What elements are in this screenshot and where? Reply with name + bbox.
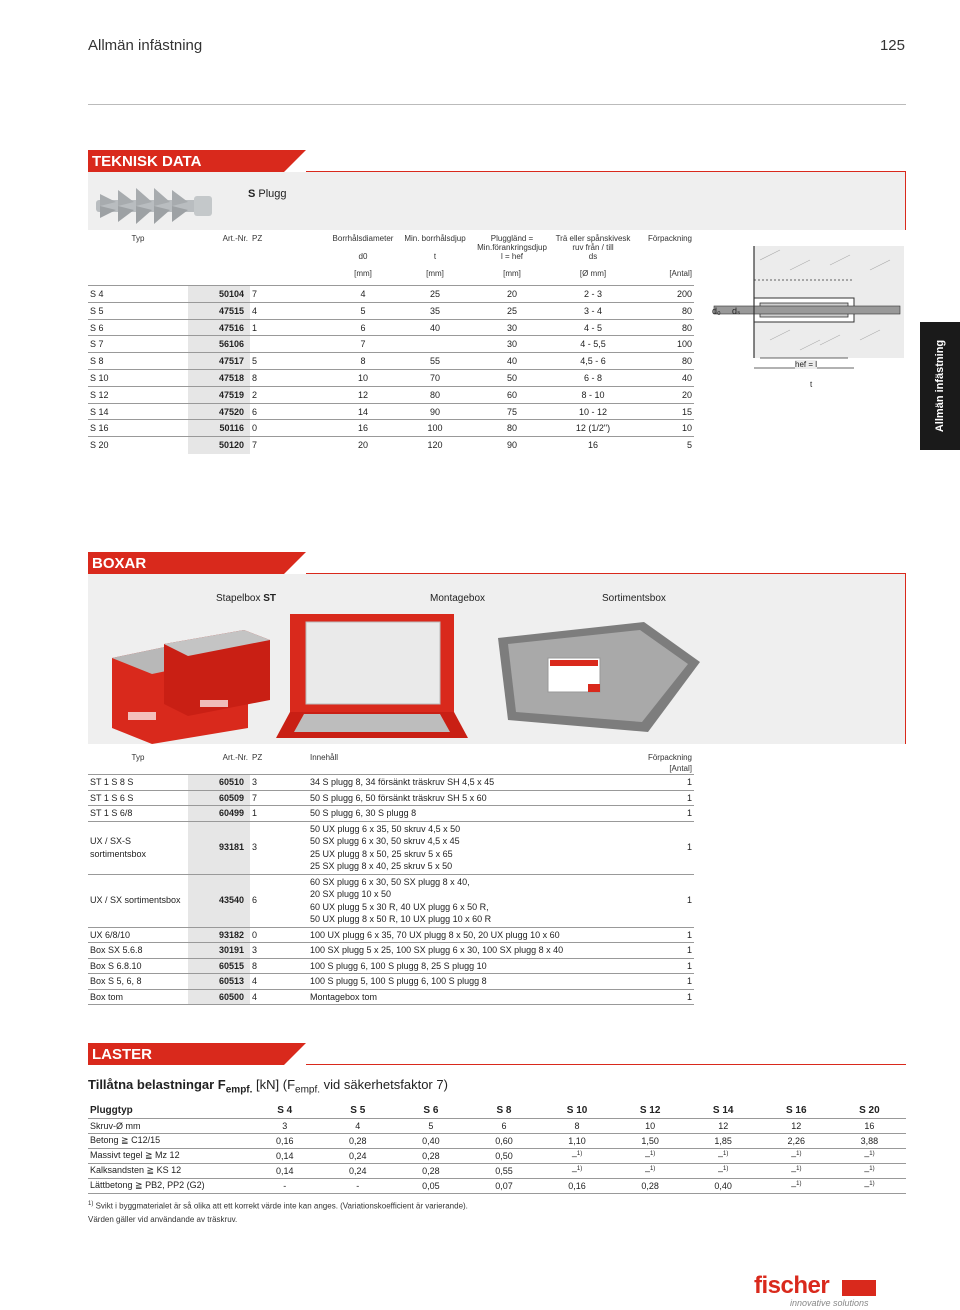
table-row [88, 806, 694, 822]
table-cell: –$^{1)}$ [541, 1163, 614, 1178]
col-header: S 14 [712, 1104, 734, 1116]
table-cell: 50 UX plugg 6 x 35, 50 skruv 4,5 x 50 50 SX plugg 6 x 30, 50 skruv 4,5 x 45 25 UX plugg 8 x 50, 25 skruv 5 x 65 25 SX plugg 8 x 40, 25 skruv 5 x 50 [308, 821, 634, 874]
stapelbox-image [112, 630, 270, 744]
table-cell: 14 [328, 403, 398, 420]
table-cell: 3 [250, 775, 308, 791]
col-header: S 12 [639, 1104, 661, 1116]
table-cell: 1 [250, 319, 328, 336]
boxes-table [88, 752, 694, 1005]
table-cell: 50116 [188, 420, 250, 437]
table-cell: 20 [328, 437, 398, 454]
installation-diagram [710, 240, 906, 400]
table-cell: 3,88 [833, 1133, 906, 1148]
table-cell: 4 [250, 302, 328, 319]
table-cell: –$^{1)}$ [687, 1148, 760, 1163]
table-cell: 80 [634, 353, 694, 370]
table-cell: 3 [250, 821, 308, 874]
table-row [88, 319, 694, 336]
table-cell: Box SX 5.6.8 [88, 943, 188, 959]
table-row [88, 927, 694, 943]
table-cell: 6 [467, 1118, 540, 1133]
table-cell: 60 [472, 386, 552, 403]
table-cell: 50 S plugg 6, 50 försänkt träskruv SH 5 x 60 [308, 790, 634, 806]
table-cell: 93182 [188, 927, 250, 943]
table-cell: 70 [398, 370, 472, 387]
table-row [88, 1118, 906, 1133]
table-cell: 47515 [188, 302, 250, 319]
diagram-label-d0: d₀ [712, 306, 721, 316]
table-cell: 8 - 10 [552, 386, 634, 403]
table-cell: 25 [398, 286, 472, 303]
table-cell: 1 [250, 806, 308, 822]
col-header: Art.-Nr. [222, 234, 248, 243]
header-rule [88, 104, 906, 105]
table-cell: ST 1 S 6/8 [88, 806, 188, 822]
montagebox-image [276, 614, 468, 738]
table-cell: 10 [614, 1118, 687, 1133]
table-cell: 12 [687, 1118, 760, 1133]
table-cell: Box S 5, 6, 8 [88, 974, 188, 990]
footnote-ref: 1) [869, 1150, 875, 1157]
table-cell: 4,5 - 6 [552, 353, 634, 370]
table-cell: S 20 [88, 437, 188, 454]
col-header: S 16 [785, 1104, 807, 1116]
table-cell: –$^{1)}$ [541, 1148, 614, 1163]
table-cell: 3 - 4 [552, 302, 634, 319]
table-cell: 16 [328, 420, 398, 437]
table-cell: 1,85 [687, 1133, 760, 1148]
table-row [88, 437, 694, 454]
technical-data-table [88, 234, 694, 454]
table-row [88, 420, 694, 437]
table-cell: –$^{1)}$ [760, 1163, 833, 1178]
brand-flag-icon [842, 1280, 876, 1296]
table-cell: –$^{1)}$ [614, 1163, 687, 1178]
table-cell: 50 [472, 370, 552, 387]
table-cell: 5 [394, 1118, 467, 1133]
table-cell: 20 [472, 286, 552, 303]
table-cell: 1 [634, 927, 694, 943]
table-cell: 0,50 [467, 1148, 540, 1163]
table-cell: Skruv-Ø mm [88, 1118, 248, 1133]
table-cell: UX / SX-S sortimentsbox [88, 821, 188, 874]
table-row [88, 302, 694, 319]
col-header: S 6 [423, 1104, 439, 1116]
table-row [88, 1178, 906, 1193]
footnote-ref: 1) [649, 1165, 656, 1172]
table-cell: 0,28 [394, 1163, 467, 1178]
table-cell: 1 [634, 806, 694, 822]
table-cell: Box tom [88, 989, 188, 1005]
table-cell: 0 [250, 420, 328, 437]
section-title: TEKNISK DATA [92, 153, 202, 170]
table-cell: 20 [634, 386, 694, 403]
table-header-row [88, 234, 694, 252]
col-header: Innehåll [310, 753, 339, 762]
table-cell: 60509 [188, 790, 250, 806]
table-cell: 60513 [188, 974, 250, 990]
section-bar-laster [88, 1043, 284, 1065]
table-cell: - [248, 1178, 321, 1193]
table-cell: 93181 [188, 821, 250, 874]
section-title: LASTER [92, 1046, 152, 1063]
table-cell: 0,14 [248, 1163, 321, 1178]
table-cell: 90 [398, 403, 472, 420]
table-row [88, 974, 694, 990]
table-cell: Kalksandsten ≧ KS 12 [88, 1163, 248, 1178]
table-cell: S 6 [88, 319, 188, 336]
table-cell: 4 [321, 1118, 394, 1133]
table-cell: Massivt tegel ≧ Mz 12 [88, 1148, 248, 1163]
table-cell: 30191 [188, 943, 250, 959]
table-row [88, 943, 694, 959]
table-cell: Montagebox tom [308, 989, 634, 1005]
table-cell: 6 [250, 874, 308, 927]
col-header: Trä eller spånskivesk ruv från / till [555, 234, 631, 252]
table-cell: 2 [250, 386, 328, 403]
table-cell: 0,24 [321, 1163, 394, 1178]
table-cell: 47518 [188, 370, 250, 387]
sortimentsbox-image [498, 622, 700, 732]
table-cell: 30 [472, 319, 552, 336]
table-cell: 47520 [188, 403, 250, 420]
table-cell: 100 [634, 336, 694, 353]
table-cell: 80 [398, 386, 472, 403]
table-cell: 60515 [188, 958, 250, 974]
footnote-ref: 1) [649, 1150, 656, 1157]
table-cell: 7 [328, 336, 398, 353]
table-cell: 4 [250, 974, 308, 990]
table-cell: 0 [250, 927, 308, 943]
table-cell: 0,16 [541, 1178, 614, 1193]
running-header-title: Allmän infästning [88, 37, 203, 54]
s-plug-image [90, 184, 216, 228]
table-cell: 4 [250, 989, 308, 1005]
table-cell: –$^{1)}$ [687, 1163, 760, 1178]
table-cell: 3 [250, 943, 308, 959]
table-cell: –$^{1)}$ [833, 1148, 906, 1163]
table-header-row [88, 1103, 906, 1118]
footnote-ref: 1) [869, 1180, 875, 1187]
col-header: PZ [252, 753, 263, 762]
table-cell: –$^{1)}$ [760, 1178, 833, 1193]
page-number: 125 [879, 37, 905, 54]
table-row [88, 1163, 906, 1178]
symbol-label: l = hef [500, 252, 523, 261]
table-cell: 100 S plugg 6, 100 S plugg 8, 25 S plugg 10 [308, 958, 634, 974]
symbol-label: d0 [358, 252, 368, 261]
table-cell: 0,24 [321, 1148, 394, 1163]
table-cell: - [321, 1178, 394, 1193]
diagram-label-hef: hef = l [795, 360, 818, 369]
symbol-label: ds [588, 252, 598, 261]
table-cell: 16 [833, 1118, 906, 1133]
table-cell: 1 [634, 775, 694, 791]
table-cell: 2 - 3 [552, 286, 634, 303]
table-cell: Betong ≧ C12/15 [88, 1133, 248, 1148]
unit-label: [Ø mm] [579, 268, 607, 278]
table-cell: S 5 [88, 302, 188, 319]
table-cell: S 10 [88, 370, 188, 387]
unit-label: [mm] [354, 268, 372, 278]
table-cell: 12 (1/2") [552, 420, 634, 437]
table-header-row [88, 752, 694, 763]
table-cell: 10 [328, 370, 398, 387]
table-cell: 1 [634, 974, 694, 990]
caption-stapelbox: Stapelbox ST [216, 593, 277, 604]
caption-sortimentsbox: Sortimentsbox [602, 593, 666, 604]
table-cell: 43540 [188, 874, 250, 927]
table-cell: 50 S plugg 6, 30 S plugg 8 [308, 806, 634, 822]
table-cell: 100 SX plugg 5 x 25, 100 SX plugg 6 x 30, 100 SX plugg 8 x 40 [308, 943, 634, 959]
table-row [88, 874, 694, 927]
table-row [88, 989, 694, 1005]
table-cell: 3 [248, 1118, 321, 1133]
table-cell: 0,07 [467, 1178, 540, 1193]
table-cell: 40 [472, 353, 552, 370]
col-header: PZ [252, 234, 263, 243]
table-cell: 80 [472, 420, 552, 437]
col-header: S 10 [566, 1104, 588, 1116]
table-cell: 50104 [188, 286, 250, 303]
table-cell: 6 [250, 403, 328, 420]
table-cell: 0,40 [687, 1178, 760, 1193]
section-rule [306, 1064, 906, 1065]
table-cell: 1 [634, 874, 694, 927]
table-cell: 1 [634, 821, 694, 874]
table-cell: 35 [398, 302, 472, 319]
table-cell: 1 [634, 989, 694, 1005]
table-cell: 4 [328, 286, 398, 303]
side-tab: Allmän infästning [920, 322, 960, 450]
table-cell: 200 [634, 286, 694, 303]
table-cell: 1,50 [614, 1133, 687, 1148]
boxes-photo [88, 608, 906, 744]
table-cell: 75 [472, 403, 552, 420]
table-cell: 0,14 [248, 1148, 321, 1163]
table-cell: 8 [328, 353, 398, 370]
table-cell: 47517 [188, 353, 250, 370]
table-cell: –$^{1)}$ [833, 1163, 906, 1178]
table-cell: 40 [634, 370, 694, 387]
table-cell: 8 [541, 1118, 614, 1133]
table-cell: 60500 [188, 989, 250, 1005]
table-cell: 0,16 [248, 1133, 321, 1148]
table-cell: Lättbetong ≧ PB2, PP2 (G2) [88, 1178, 248, 1193]
table-row [88, 403, 694, 420]
table-cell: S 16 [88, 420, 188, 437]
col-header: Borrhålsdiameter [332, 234, 394, 243]
col-header: Typ [131, 234, 145, 243]
footnote-ref: 1) [796, 1150, 802, 1157]
footnote-ref: 1) [576, 1150, 583, 1157]
symbol-label: t [433, 252, 437, 261]
table-cell: –$^{1)}$ [833, 1178, 906, 1193]
table-cell: 6 - 8 [552, 370, 634, 387]
unit-label: [mm] [503, 268, 521, 278]
col-header: Art.-Nr. [222, 753, 248, 762]
table-cell: 0,40 [394, 1133, 467, 1148]
col-header: S 4 [277, 1104, 293, 1116]
table-cell: 1 [634, 943, 694, 959]
table-cell: 90 [472, 437, 552, 454]
table-cell: S 7 [88, 336, 188, 353]
table-cell: 25 [472, 302, 552, 319]
table-cell: –$^{1)}$ [760, 1148, 833, 1163]
table-cell: 8 [250, 958, 308, 974]
table-cell: 100 UX plugg 6 x 35, 70 UX plugg 8 x 50, 20 UX plugg 10 x 60 [308, 927, 634, 943]
table-cell: 0,28 [394, 1148, 467, 1163]
table-cell: 60510 [188, 775, 250, 791]
footnote-1: $^{1)}$ Svikt i byggmaterialet är så olika att ett korrekt värde inte kan anges. (Variationskoefficient är varierande). [88, 1201, 468, 1211]
table-cell: 40 [398, 319, 472, 336]
section-title: BOXAR [92, 555, 147, 572]
table-cell: 0,28 [614, 1178, 687, 1193]
table-cell: –$^{1)}$ [614, 1148, 687, 1163]
table-cell: 50120 [188, 437, 250, 454]
table-cell: S 14 [88, 403, 188, 420]
section-bar-teknisk-data [88, 150, 284, 172]
table-cell [250, 336, 328, 353]
table-cell: 7 [250, 437, 328, 454]
footnote-ref: 1) [796, 1180, 802, 1187]
table-row [88, 286, 694, 303]
table-cell: 6 [328, 319, 398, 336]
table-cell: 60 SX plugg 6 x 30, 50 SX plugg 8 x 40, 20 SX plugg 10 x 50 60 UX plugg 5 x 30 R, 40 UX plugg 6 x 50 R, 50 UX plugg 8 x 50 R, 10 UX plugg 10 x 60 R [308, 874, 634, 927]
table-cell: 30 [472, 336, 552, 353]
brand-logo: fischer [754, 1272, 830, 1299]
table-cell: 100 S plugg 5, 100 S plugg 6, 100 S plugg 8 [308, 974, 634, 990]
table-cell: 56106 [188, 336, 250, 353]
table-cell: ST 1 S 8 S [88, 775, 188, 791]
footnote-ref: 1) [576, 1165, 583, 1172]
col-header: S 5 [350, 1104, 366, 1116]
product-name: S Plugg [248, 188, 287, 200]
table-cell: 55 [398, 353, 472, 370]
table-cell: UX 6/8/10 [88, 927, 188, 943]
table-cell: 16 [552, 437, 634, 454]
col-header: S 8 [496, 1104, 512, 1116]
table-row [88, 1133, 906, 1148]
table-row [88, 790, 694, 806]
laster-subtitle: Tillåtna belastningar $F_{empf.}$ [kN] ($F_{empf.}$ vid säkerhetsfaktor 7) [88, 1077, 448, 1096]
table-row [88, 370, 694, 387]
footnote-ref: 1) [723, 1150, 729, 1157]
table-cell: ST 1 S 6 S [88, 790, 188, 806]
table-cell: 15 [634, 403, 694, 420]
table-cell: 5 [634, 437, 694, 454]
col-header: Pluggtyp [90, 1104, 133, 1116]
table-cell: 100 [398, 420, 472, 437]
table-row [88, 353, 694, 370]
table-cell: S 4 [88, 286, 188, 303]
brand-tagline: innovative solutions [790, 1298, 869, 1308]
table-cell: 8 [250, 370, 328, 387]
diagram-label-ds: dₛ [732, 306, 741, 316]
footnote-ref: 1) [723, 1165, 729, 1172]
unit-label: [Antal] [669, 764, 692, 773]
table-cell: S 8 [88, 353, 188, 370]
table-cell: 34 S plugg 8, 34 försänkt träskruv SH 4,5 x 45 [308, 775, 634, 791]
table-cell: 0,55 [467, 1163, 540, 1178]
table-cell: 5 [328, 302, 398, 319]
table-cell: 4 - 5,5 [552, 336, 634, 353]
table-row [88, 1148, 906, 1163]
col-header: Förpackning [647, 234, 692, 243]
col-header: Förpackning [647, 753, 692, 762]
col-header: Typ [131, 753, 145, 762]
table-cell: 10 - 12 [552, 403, 634, 420]
table-cell: 1 [634, 790, 694, 806]
table-row [88, 958, 694, 974]
diagram-label-t: t [810, 380, 813, 389]
table-cell: 120 [398, 437, 472, 454]
table-cell: 10 [634, 420, 694, 437]
table-cell: 4 - 5 [552, 319, 634, 336]
load-table [88, 1103, 906, 1194]
table-cell: 80 [634, 302, 694, 319]
table-cell: 7 [250, 790, 308, 806]
unit-label: [mm] [426, 268, 444, 278]
col-header: Min. borrhålsdjup [404, 234, 466, 243]
col-header: S 20 [859, 1104, 880, 1116]
caption-montagebox: Montagebox [430, 593, 486, 604]
table-cell: 80 [634, 319, 694, 336]
table-cell: 47519 [188, 386, 250, 403]
section-bar-boxar [88, 552, 284, 574]
table-cell: 0,60 [467, 1133, 540, 1148]
table-row [88, 336, 694, 353]
table-cell: 0,28 [321, 1133, 394, 1148]
table-cell: 5 [250, 353, 328, 370]
unit-label: [Antal] [669, 268, 692, 278]
table-cell: Box S 6.8.10 [88, 958, 188, 974]
table-cell: 1,10 [541, 1133, 614, 1148]
table-cell: 7 [250, 286, 328, 303]
table-cell: UX / SX sortimentsbox [88, 874, 188, 927]
table-row [88, 386, 694, 403]
table-cell: 1 [634, 958, 694, 974]
table-cell: 60499 [188, 806, 250, 822]
table-cell: 12 [760, 1118, 833, 1133]
footnote-ref: 1) [796, 1165, 802, 1172]
table-cell [398, 336, 472, 353]
table-cell: S 12 [88, 386, 188, 403]
table-cell: 47516 [188, 319, 250, 336]
table-cell: 12 [328, 386, 398, 403]
footnote-ref: 1) [869, 1165, 875, 1172]
table-row [88, 821, 694, 874]
table-row [88, 775, 694, 791]
col-header: Pluggländ = Min.förankringsdjup [477, 234, 547, 252]
table-cell: 0,05 [394, 1178, 467, 1193]
table-cell: 2,26 [760, 1133, 833, 1148]
footnote-2: Värden gäller vid användande av träskruv. [88, 1215, 238, 1224]
